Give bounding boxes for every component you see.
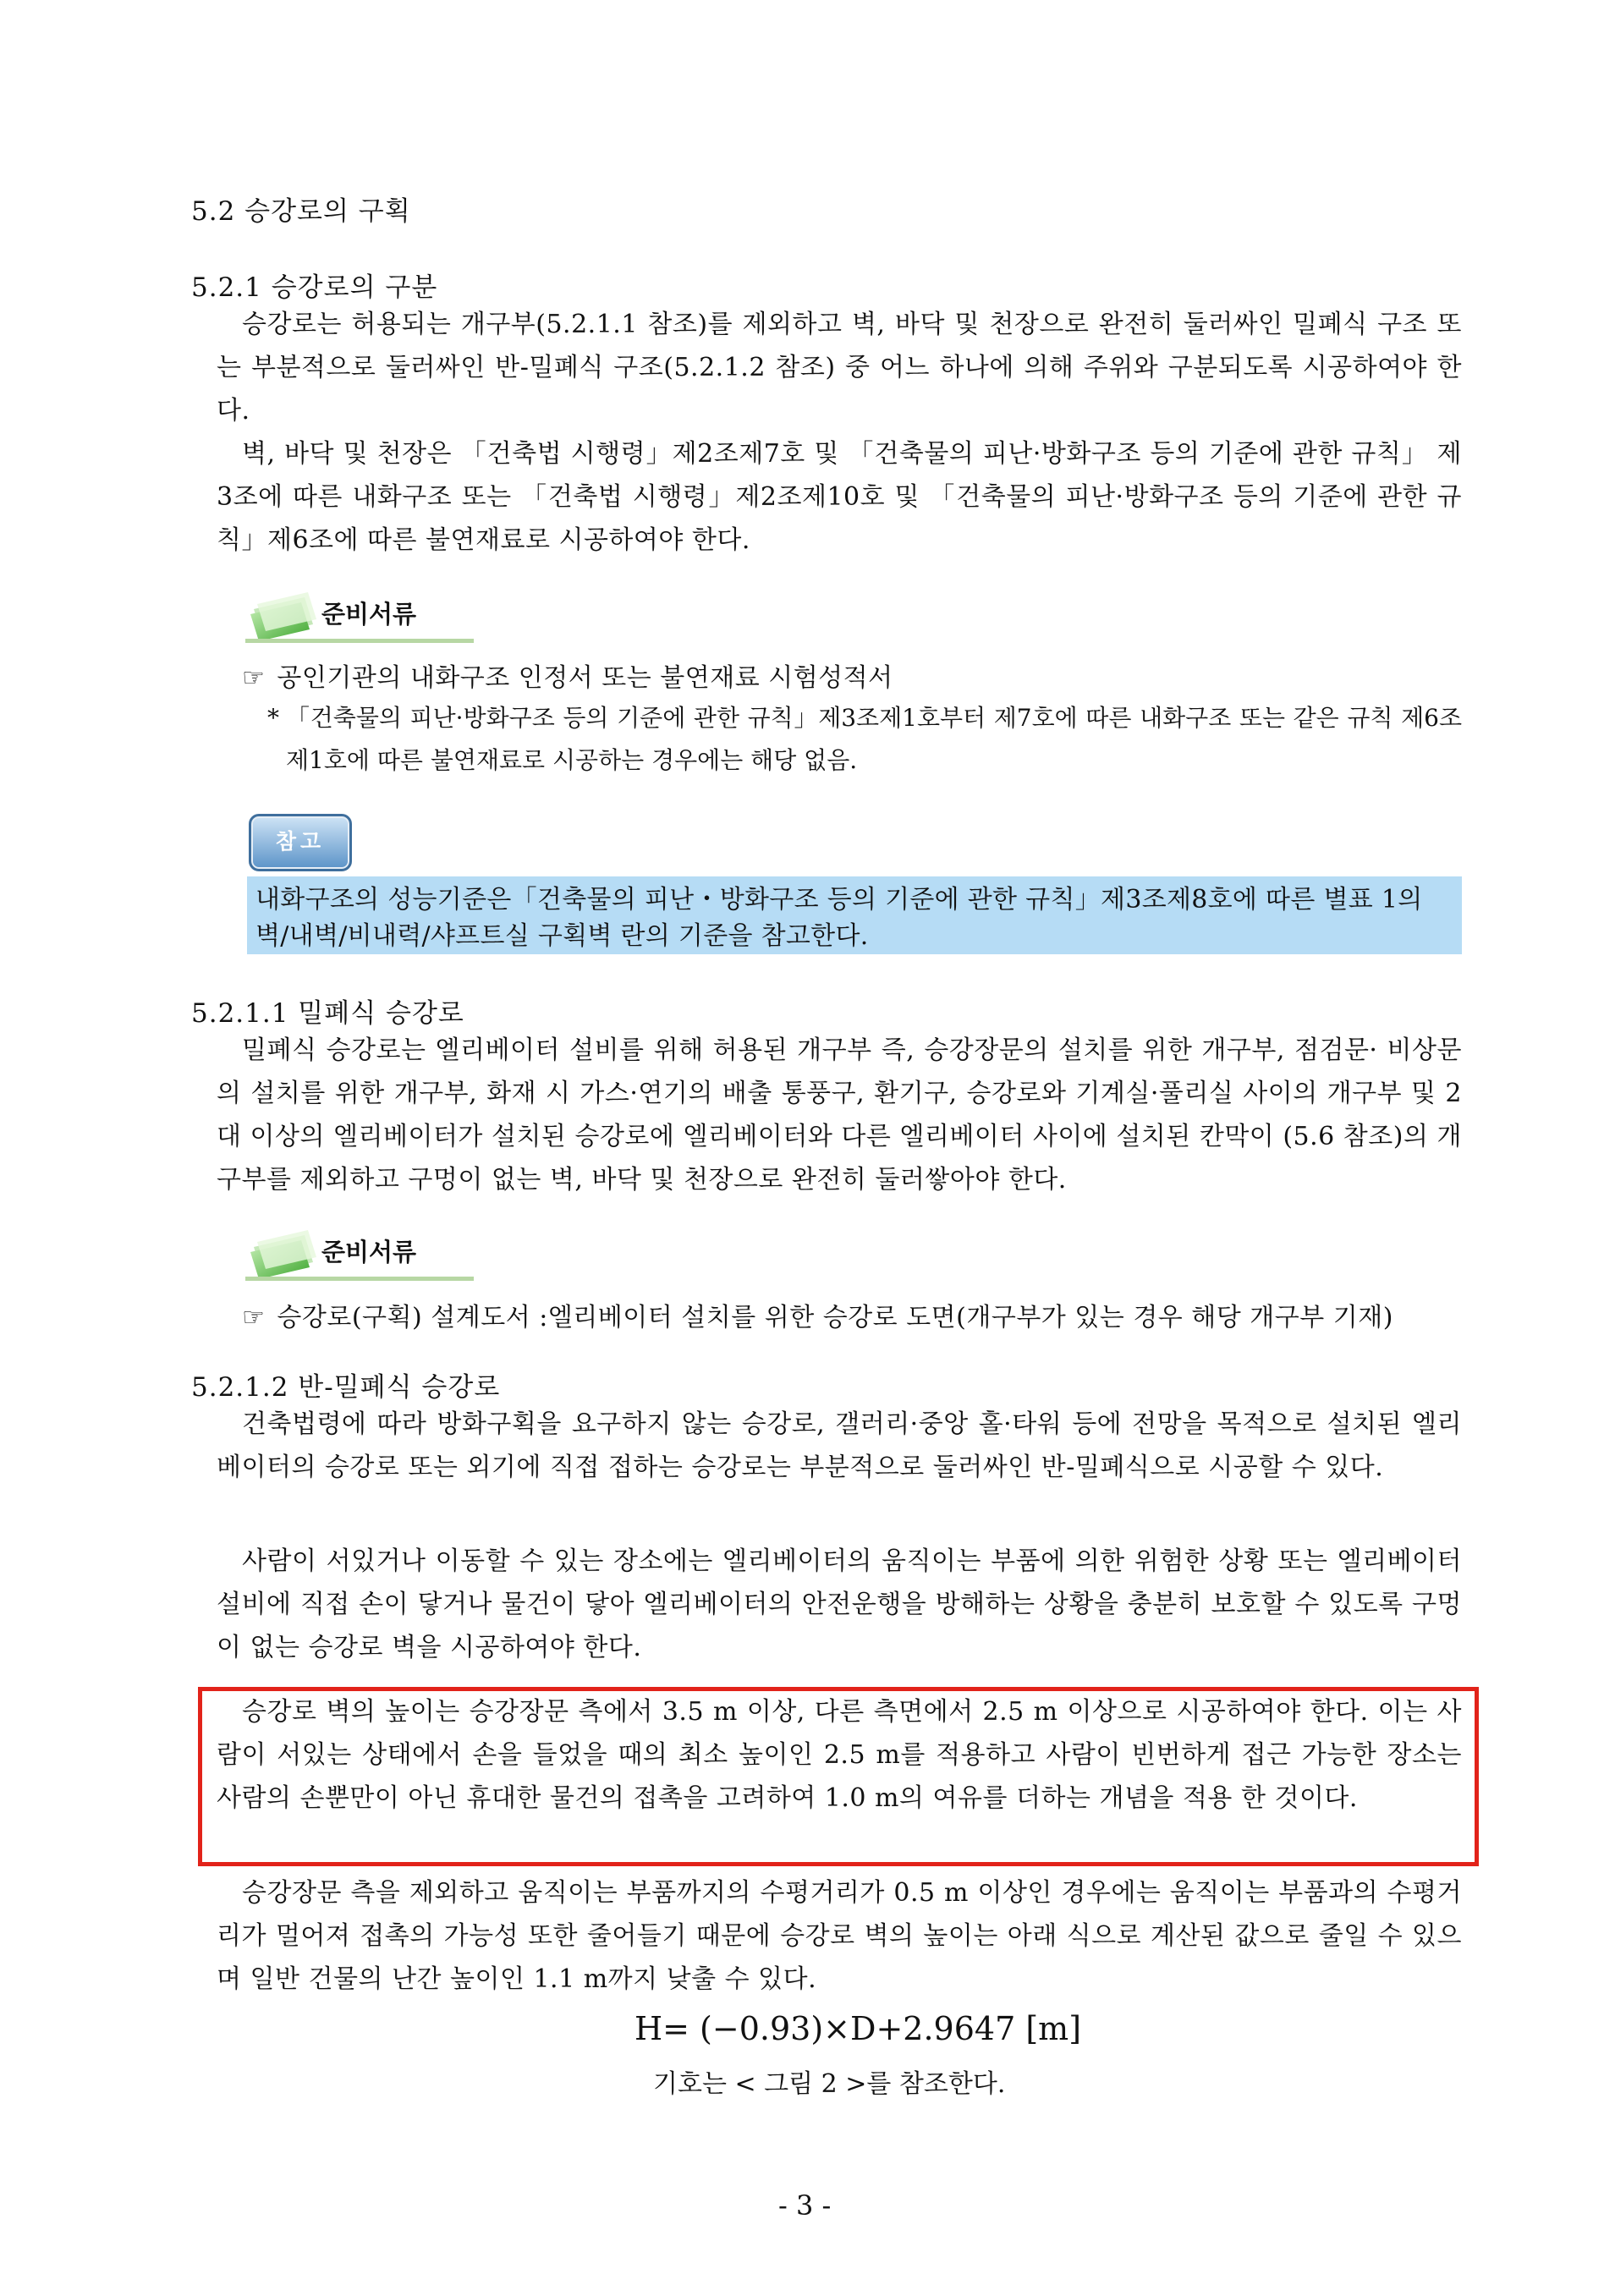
paragraph-text: 승강로는 허용되는 개구부(5.2.1.1 참조)를 제외하고 벽, 바닥 및 천장으로 완전히 둘러싸인 밀폐식 구조 또는 부분적으로 둘러싸인 반-밀폐식 구조(5.2.1.2 참조) 중 어느 하나에 의해 주위와 구분되도록 시공하여야 한다. [217,310,1462,426]
header-underline [245,634,474,646]
prep-documents-header [245,584,499,651]
prep-item-design-docs [242,1296,1393,1333]
paragraph-reduced-height [217,1871,1462,2001]
section-heading-5-2-1: 5.2.1 승강로의 구분 [191,272,438,303]
paragraph-enclosed-hoistway [217,1029,1462,1201]
section-heading-5-2-1-1: 5.2.1.1 밀폐식 승강로 [191,998,464,1029]
paragraph-enclosure [217,303,1462,432]
paragraph-semi-enclosed [217,1403,1462,1489]
asterisk-mark: * [267,704,279,732]
paragraph-text: 벽, 바닥 및 천장은 「건축법 시행령」제2조제7호 및 「건축물의 피난·방화구조 등의 기준에 관한 규칙」 제3조에 따른 내화구조 또는 「건축법 시행령」제2조제10호 및 「건축물의 피난·방화구조 등의 기준에 관한 규칙」제6조에 따른 불연재료로 시공하여야 한다. [217,439,1462,555]
paragraph-text: 승강로 벽의 높이는 승강장문 측에서 3.5 m 이상, 다른 측면에서 2.5 m 이상으로 시공하여야 한다. 이는 사람이 서있는 상태에서 손을 들었을 때의 최소 높이인 2.5 m를 적용하고 사람이 빈번하게 접근 가능한 장소는 사람의 손뿐만이 아닌 휴대한 물건의 접촉을 고려하여 1.0 m의 여유를 더하는 개념을 적용 한 것이다. [217,1697,1462,1813]
section-heading-5-2: 5.2 승강로의 구획 [191,196,411,227]
prep-documents-header-2 [245,1222,499,1289]
paragraph-protection [217,1540,1462,1669]
prep-documents-label: 준비서류 [321,600,417,629]
paragraph-wall-height [217,1690,1462,1820]
formula-note: 기호는 < 그림 2 >를 참조한다. [653,2069,1006,2099]
reference-text: 내화구조의 성능기준은「건축물의 피난・방화구조 등의 기준에 관한 규칙」제3조제8호에 따른 별표 1의 벽/내벽/비내력/샤프트실 구획벽 란의 기준을 참고한다. [255,885,1423,951]
paragraph-fire-resistance [217,432,1462,562]
prep-note [267,697,1462,782]
page-number: - 3 - [778,2189,832,2222]
prep-documents-label: 준비서류 [321,1238,417,1266]
prep-item-text: 승강로(구획) 설계도서 :엘리베이터 설치를 위한 승강로 도면(개구부가 있는 경우 해당 개구부 기재) [277,1303,1393,1332]
prep-item-text: 공인기관의 내화구조 인정서 또는 불연재료 시험성적서 [277,663,893,693]
paragraph-text: 밀폐식 승강로는 엘리베이터 설비를 위해 허용된 개구부 즉, 승강장문의 설치를 위한 개구부, 점검문· 비상문의 설치를 위한 개구부, 화재 시 가스·연기의 배출 통풍구, 환기구, 승강로와 기계실·풀리실 사이의 개구부 및 2대 이상의 엘리베이터가 설치된 승강로에 엘리베이터와 다른 엘리베이터 사이에 설치된 칸막이 (5.6 참조)의 개구부를 제외하고 구멍이 없는 벽, 바닥 및 천장으로 완전히 둘러쌓아야 한다. [217,1035,1462,1195]
pointing-hand-icon: ☞ [242,663,266,693]
header-underline [245,1272,474,1284]
reference-box [247,876,1462,954]
pointing-hand-icon: ☞ [242,1303,266,1332]
prep-item-fire-cert [242,656,893,694]
reference-badge: 참고 [249,814,352,871]
paragraph-text: 승강장문 측을 제외하고 움직이는 부품까지의 수평거리가 0.5 m 이상인 경우에는 움직이는 부품과의 수평거리가 멀어져 접촉의 가능성 또한 줄어들기 때문에 승강로 벽의 높이는 아래 식으로 계산된 값으로 줄일 수 있으며 일반 건물의 난간 높이인 1.1 m까지 낮출 수 있다. [217,1878,1462,1994]
paragraph-text: 건축법령에 따라 방화구획을 요구하지 않는 승강로, 갤러리·중앙 홀·타워 등에 전망을 목적으로 설치된 엘리베이터의 승강로 또는 외기에 직접 접하는 승강로는 부분적으로 둘러싸인 반-밀폐식으로 시공할 수 있다. [217,1409,1462,1482]
paragraph-text: 사람이 서있거나 이동할 수 있는 장소에는 엘리베이터의 움직이는 부품에 의한 위험한 상황 또는 엘리베이터 설비에 직접 손이 닿거나 물건이 닿아 엘리베이터의 안전운행을 방해하는 상황을 충분히 보호할 수 있도록 구멍이 없는 승강로 벽을 시공하여야 한다. [217,1546,1462,1662]
prep-note-text: 「건축물의 피난·방화구조 등의 기준에 관한 규칙」제3조제1호부터 제7호에 따른 내화구조 또는 같은 규칙 제6조제1호에 따른 불연재료로 시공하는 경우에는 해당 없음. [286,704,1462,774]
height-formula: H= (−0.93)×D+2.9647 [m] [634,2010,1082,2047]
section-heading-5-2-1-2: 5.2.1.2 반-밀폐식 승강로 [191,1372,501,1403]
